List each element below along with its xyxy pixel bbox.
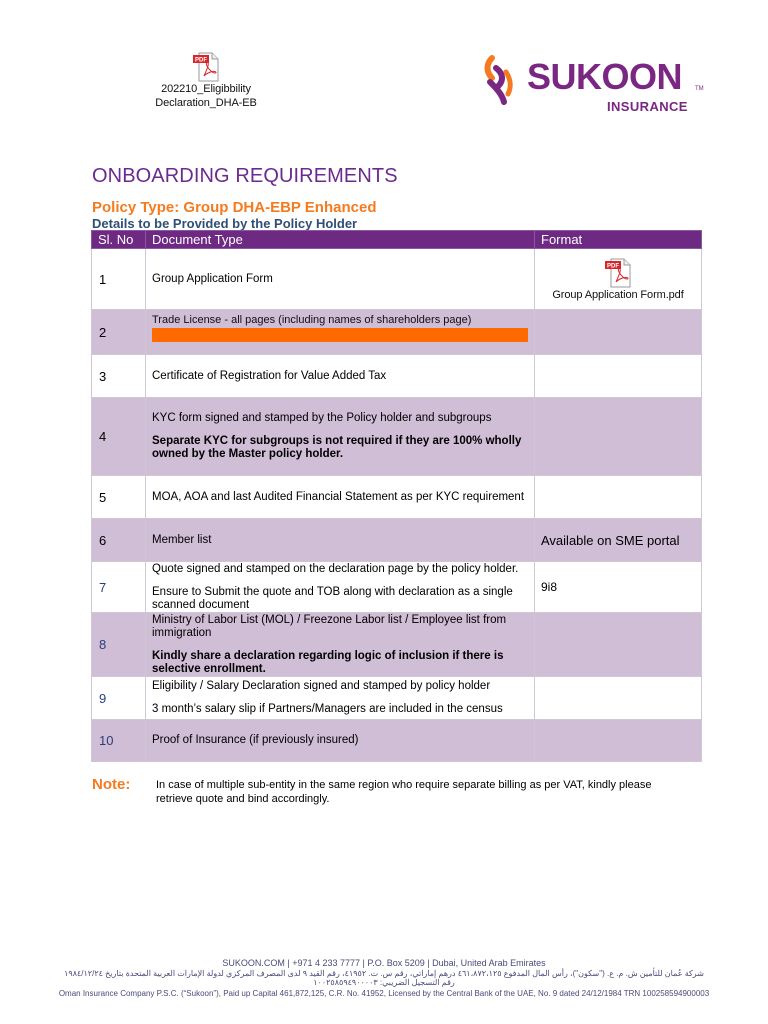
format-filename: Group Application Form.pdf <box>552 288 684 301</box>
row-document: KYC form signed and stamped by the Policy holder and subgroups <box>152 412 492 424</box>
table-row <box>92 355 702 398</box>
pdf-file-icon <box>603 258 633 288</box>
table-row <box>92 519 702 562</box>
row-document: Eligibility / Salary Declaration signed and stamped by policy holder <box>152 680 491 692</box>
row-extra: Ensure to Submit the quote and TOB along with declaration as a single scanned document <box>152 585 513 611</box>
row-document: Proof of Insurance (if previously insured) <box>146 720 535 762</box>
note-text: In case of multiple sub-entity in the same region who require separate billing as per VAT, kindly please retrieve quote and bind accordingly. <box>156 779 652 805</box>
row-document-cell <box>146 613 535 677</box>
row-format <box>535 720 702 762</box>
row-document-cell <box>146 398 535 476</box>
row-number: 8 <box>92 613 146 677</box>
row-number: 7 <box>92 562 146 613</box>
table-row <box>92 398 702 476</box>
row-document: Ministry of Labor List (MOL) / Freezone Labor list / Employee list from immigration <box>152 613 507 639</box>
pdf-file-icon <box>191 52 221 82</box>
row-document: Group Application Form <box>146 249 535 310</box>
row-number: 4 <box>92 398 146 476</box>
row-extra: 3 month’s salary slip if Partners/Managers are included in the census <box>152 703 503 715</box>
row-number: 9 <box>92 677 146 720</box>
footer-legal: Oman Insurance Company P.S.C. (“Sukoon”), Paid up Capital 461,872,125, C.R. No. 41952, Licensed by the Central Bank of the UAE, No. 9 dated 24/12/1984 TRN 100258594900003 <box>58 989 710 998</box>
row-number: 2 <box>92 310 146 355</box>
table-row <box>92 476 702 519</box>
header-format: Format <box>535 231 702 249</box>
row-number: 10 <box>92 720 146 762</box>
row-format: Available on SME portal <box>535 519 702 562</box>
table-row <box>92 613 702 677</box>
table-row <box>92 310 702 355</box>
row-format <box>535 476 702 519</box>
highlight-bar <box>152 328 528 342</box>
table-header-row <box>92 231 702 249</box>
row-document: Trade License - all pages (including names of shareholders page) <box>152 314 472 326</box>
footer-arabic-trn: رقم التسجيل الضريبي: ١٠٠٢٥٨٥٩٤٩٠٠٠٠٣ <box>313 978 455 987</box>
row-document: Member list <box>146 519 535 562</box>
table-row <box>92 562 702 613</box>
attachment-filename-line1: 202210_Eligibbility <box>161 83 251 95</box>
row-document-cell <box>146 562 535 613</box>
row-format: 9i8 <box>535 562 702 613</box>
row-format <box>535 398 702 476</box>
header-sl-no: Sl. No <box>92 231 146 249</box>
footer-arabic-legal: شركة عُمان للتأمين ش. م. ع. ("سكون")، رأس المال المدفوع ٤٦١،٨٧٢،١٢٥ درهم إماراتي، رقم س. ت. ٤١٩٥٢، رقم القيد ٩ لدى المصرف المركزي لدولة الإمارات العربية المتحدة بتاريخ ١٩٨٤/١٢/٢٤ <box>64 969 704 978</box>
row-document: Certificate of Registration for Value Added Tax <box>146 355 535 398</box>
brand-subtitle: INSURANCE <box>607 99 688 114</box>
sukoon-logo <box>482 52 712 116</box>
brand-name: SUKOON <box>527 56 683 97</box>
row-format <box>535 310 702 355</box>
row-document-cell <box>146 677 535 720</box>
footer-contact: SUKOON.COM | +971 4 233 7777 | P.O. Box 5209 | Dubai, United Arab Emirates <box>222 958 546 968</box>
table-row <box>92 249 702 310</box>
row-number: 1 <box>92 249 146 310</box>
row-note: Separate KYC for subgroups is not required if they are 100% wholly owned by the Master policy holder. <box>152 435 522 460</box>
row-number: 6 <box>92 519 146 562</box>
policy-type-heading: Policy Type: Group DHA-EBP Enhanced <box>92 199 377 216</box>
sukoon-logo-mark-icon <box>482 52 526 108</box>
pdf-badge-text: PDF <box>195 57 207 64</box>
pdf-badge-text: PDF <box>607 263 619 269</box>
note-label: Note: <box>92 776 131 793</box>
row-document: MOA, AOA and last Audited Financial Statement as per KYC requirement <box>146 476 535 519</box>
attached-pdf-file[interactable] <box>150 52 262 110</box>
row-number: 5 <box>92 476 146 519</box>
header-document-type: Document Type <box>146 231 535 249</box>
row-format <box>535 677 702 720</box>
row-number: 3 <box>92 355 146 398</box>
table-row <box>92 677 702 720</box>
row-document-cell <box>146 310 535 355</box>
row-document: Quote signed and stamped on the declaration page by the policy holder. <box>152 562 519 575</box>
footer <box>0 958 768 998</box>
attachment-filename-line2: Declaration_DHA-EB <box>155 97 257 109</box>
row-format <box>535 613 702 677</box>
row-note: Kindly share a declaration regarding logic of inclusion if there is selective enrollment. <box>152 649 504 675</box>
row-format <box>535 355 702 398</box>
requirements-table <box>91 230 702 762</box>
table-row <box>92 720 702 762</box>
details-heading: Details to be Provided by the Policy Holder <box>92 216 358 231</box>
page-title: ONBOARDING REQUIREMENTS <box>92 165 398 187</box>
brand-trademark: TM <box>695 86 704 92</box>
group-application-form-attachment[interactable] <box>535 249 702 310</box>
